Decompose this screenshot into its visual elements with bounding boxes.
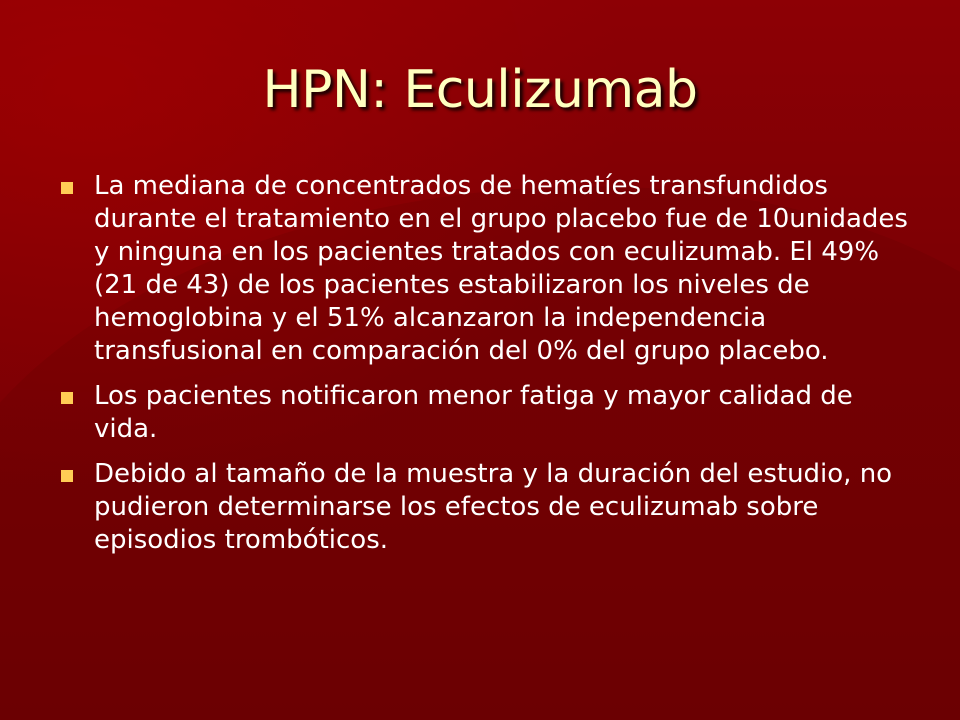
bullet-text: Los pacientes notificaron menor fatiga y mayor calidad de vida. (94, 381, 853, 444)
bullet-item (58, 380, 908, 446)
bullet-item (58, 458, 908, 557)
square-bullet-icon (61, 392, 73, 404)
square-bullet-icon (61, 182, 73, 194)
bullet-list (58, 170, 908, 569)
square-bullet-icon (61, 470, 73, 482)
bullet-text: Debido al tamaño de la muestra y la duración del estudio, no pudieron determinarse los efectos de eculizumab sobre episodios trombóticos. (94, 459, 893, 555)
bullet-item (58, 170, 908, 368)
bullet-text: La mediana de concentrados de hematíes transfundidos durante el tratamiento en el grupo placebo fue de 10unidades y ninguna en los pacientes tratados con eculizumab. El 49% (21 de 43) de los pacientes estabilizaron los niveles de hemoglobina y el 51% alcanzaron la independencia transfusional en comparación del 0% del grupo placebo. (94, 171, 908, 366)
slide-title: HPN: Eculizumab (262, 60, 698, 120)
